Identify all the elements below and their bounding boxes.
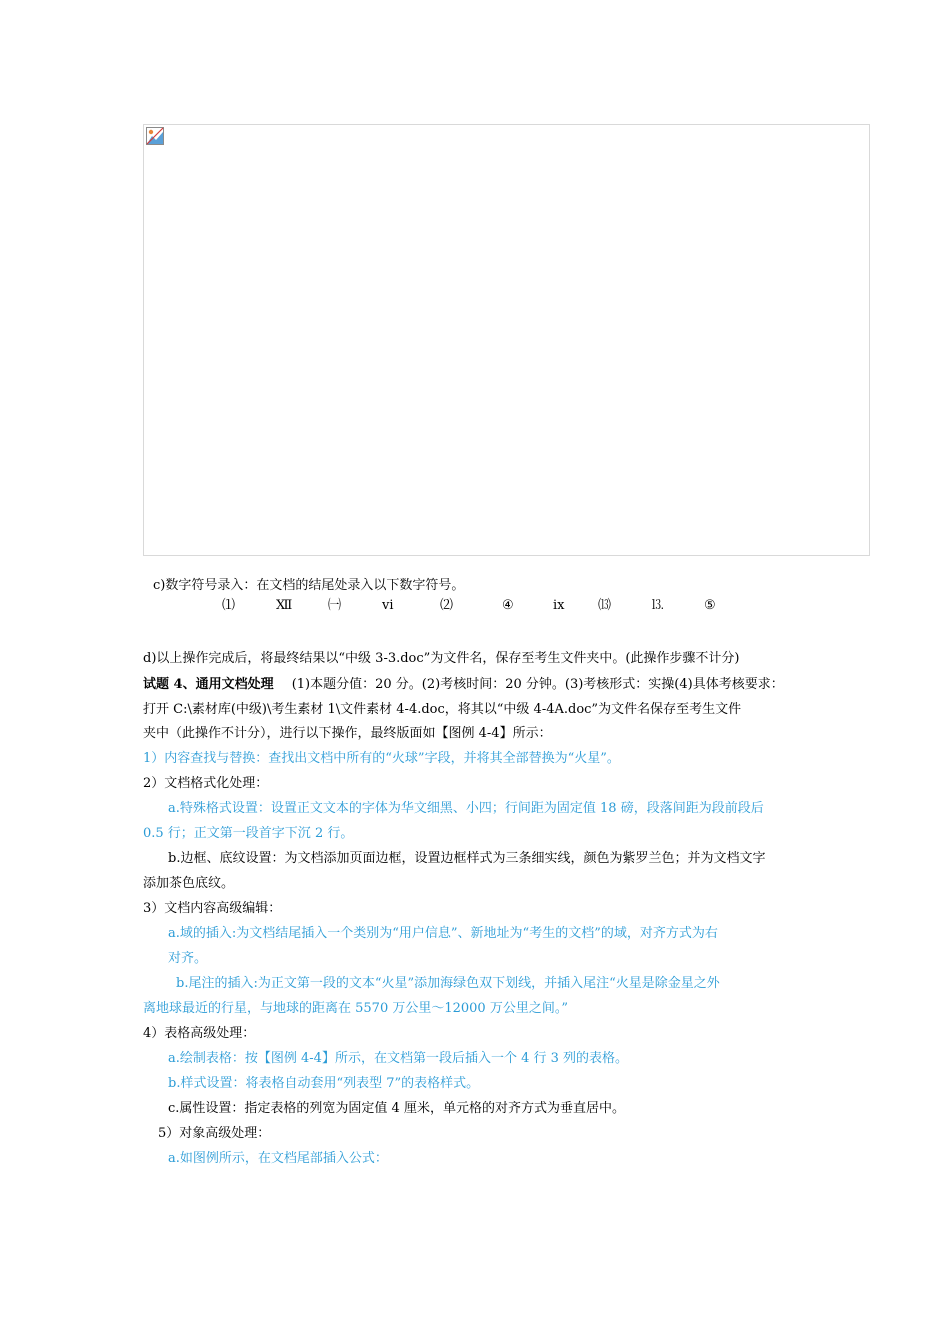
step-2a-line-2: 0.5 行；正文第一段首字下沉 2 行。: [143, 826, 354, 841]
question-4-intro: (1)本题分值：20 分。(2)考核时间：20 分钟。(3)考核形式：实操(4)具体考核要求：: [291, 677, 784, 692]
broken-image-icon: [146, 127, 164, 145]
open-file-line-1: 打开 C:\素材库(中级)\考生素材 1\文件素材 4-4.doc，将其以“中级 4-4A.doc”为文件名保存至考生文件: [143, 702, 742, 717]
step-1-line: 1）内容查找与替换：查找出文档中所有的“火球”字段，并将其全部替换为“火星”。: [143, 751, 620, 766]
step-4-heading: 4）表格高级处理：: [143, 1026, 256, 1041]
step-4a-line: a.绘制表格：按【图例 4-4】所示，在文档第一段后插入一个 4 行 3 列的表格。: [168, 1051, 629, 1066]
step-3a-line-1: a.域的插入:为文档结尾插入一个类别为“用户信息”、新地址为“考生的文档”的域，对齐方式为右: [168, 926, 718, 941]
figure-image-placeholder: [143, 124, 870, 556]
symbol: ④: [502, 598, 514, 613]
d-item-line: d)以上操作完成后，将最终结果以“中级 3-3.doc”为文件名，保存至考生文件夹中。(此操作步骤不计分): [143, 651, 740, 666]
question-4-title: 试题 4、通用文档处理: [143, 677, 274, 692]
step-3b-line-1: b.尾注的插入:为正文第一段的文本“火星”添加海绿色双下划线，并插入尾注“火星是除金星之外: [176, 976, 720, 991]
step-4b-line: b.样式设置：将表格自动套用“列表型 7”的表格样式。: [168, 1076, 480, 1091]
step-5-heading: 5）对象高级处理：: [158, 1126, 271, 1141]
step-3a-line-2: 对齐。: [168, 951, 208, 966]
step-2b-line-2: 添加茶色底纹。: [143, 876, 235, 891]
symbol: ⅵ: [382, 598, 394, 613]
step-3b-line-2: 离地球最近的行星，与地球的距离在 5570 万公里～12000 万公里之间。”: [143, 1001, 568, 1016]
symbol: ⅸ: [553, 598, 565, 613]
open-file-line-2: 夹中（此操作不计分），进行以下操作，最终版面如【图例 4-4】所示：: [143, 726, 552, 741]
step-4c-line: c.属性设置：指定表格的列宽为固定值 4 厘米，单元格的对齐方式为垂直居中。: [168, 1101, 625, 1116]
step-2-heading: 2）文档格式化处理：: [143, 776, 269, 791]
symbol: ⑤: [704, 598, 716, 613]
step-5a-line: a.如图例所示，在文档尾部插入公式：: [168, 1151, 388, 1166]
symbol: ⒀: [598, 598, 612, 613]
question-4-header: [143, 677, 784, 693]
symbol: Ⅻ: [276, 598, 293, 613]
step-3-heading: 3）文档内容高级编辑：: [143, 901, 282, 916]
symbol: ⒔: [651, 598, 665, 613]
symbol: ⑴: [222, 598, 236, 613]
symbol: ㈠: [328, 598, 342, 613]
step-2b-line-1: b.边框、底纹设置：为文档添加页面边框，设置边框样式为三条细实线，颜色为紫罗兰色；并为文档文字: [168, 851, 766, 866]
symbol: ⑵: [440, 598, 454, 613]
step-2a-line-1: a.特殊格式设置：设置正文文本的字体为华文细黑、小四；行间距为固定值 18 磅，段落间距为段前段后: [168, 801, 764, 816]
c-item-line: c)数字符号录入：在文档的结尾处录入以下数字符号。: [153, 578, 465, 593]
